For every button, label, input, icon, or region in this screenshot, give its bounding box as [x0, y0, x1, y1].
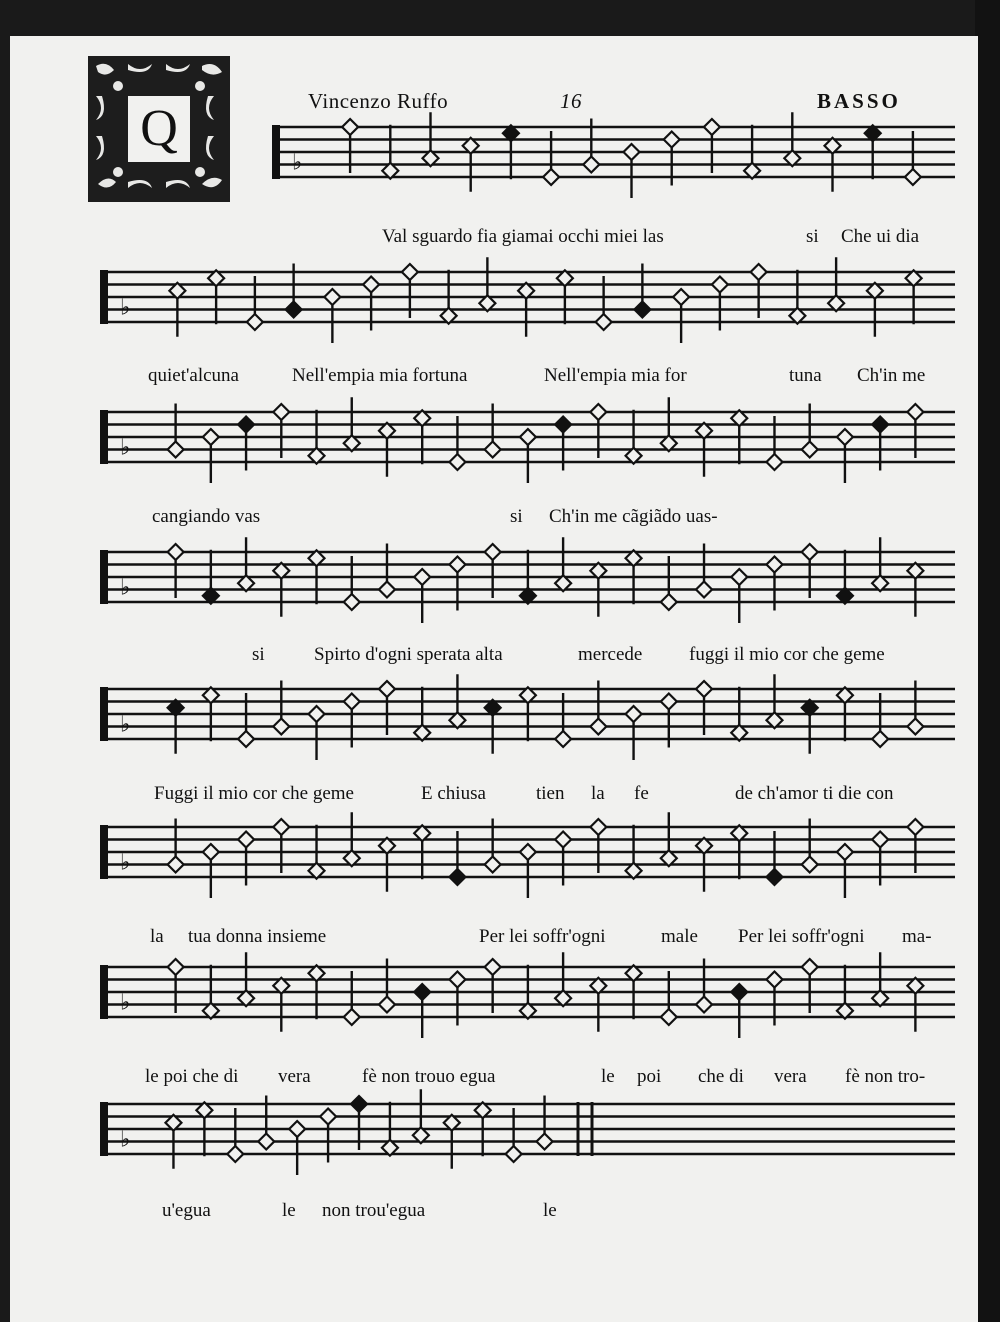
lyric-s2-d: tuna: [789, 365, 822, 386]
note-head: [590, 404, 606, 420]
note-head: [626, 706, 642, 722]
note-head: [520, 429, 536, 445]
lyric-s7-b: vera: [278, 1066, 311, 1087]
lyric-s4-d: fuggi il mio cor che geme: [689, 644, 885, 665]
note-head: [238, 832, 254, 848]
lyric-s4-c: mercede: [578, 644, 643, 665]
note-head: [673, 289, 689, 305]
note-head: [485, 959, 501, 975]
note-head: [766, 557, 782, 573]
note-head: [543, 169, 559, 185]
note-head: [634, 302, 650, 318]
note-head: [590, 819, 606, 835]
note-head: [485, 544, 501, 560]
note-head: [661, 594, 677, 610]
note-head: [907, 819, 923, 835]
note-head: [168, 544, 184, 560]
note-head: [485, 857, 501, 873]
note-head: [555, 417, 571, 433]
note-head: [258, 1134, 274, 1150]
note-head: [238, 417, 254, 433]
note-head: [363, 277, 379, 293]
note-head: [449, 972, 465, 988]
lyric-s3-a: cangiando vas: [152, 506, 261, 527]
note-head: [342, 119, 358, 135]
staff-brace: [100, 1102, 108, 1156]
note-head: [247, 314, 263, 330]
note-head: [402, 264, 418, 280]
lyric-s5-a: Fuggi il mio cor che geme: [154, 783, 354, 804]
flat-sign: ♭: [292, 150, 303, 176]
note-head: [414, 569, 430, 585]
lyric-s2-b: Nell'empia mia fortuna: [292, 365, 468, 386]
note-head: [203, 844, 219, 860]
lyric-s7-c: fè non trouo egua: [362, 1066, 496, 1087]
note-head: [664, 132, 680, 148]
note-head: [449, 454, 465, 470]
note-head: [802, 544, 818, 560]
note-head: [344, 594, 360, 610]
lyric-s8-b: le: [282, 1200, 296, 1221]
note-head: [907, 719, 923, 735]
note-head: [590, 719, 606, 735]
lyric-s4-a: si: [252, 644, 265, 665]
page-number: 16: [560, 89, 582, 113]
staff-brace: [100, 410, 108, 464]
note-head: [661, 694, 677, 710]
staff-brace: [100, 687, 108, 741]
lyric-s6-b: tua donna insieme: [188, 926, 327, 947]
lyric-s2-a: quiet'alcuna: [148, 365, 239, 386]
lyric-s6-e: Per lei soffr'ogni: [738, 926, 865, 947]
note-head: [555, 832, 571, 848]
flat-sign: ♭: [120, 850, 131, 876]
lyric-s1-a: Val sguardo fia giamai occhi miei las: [382, 226, 664, 247]
note-head: [731, 569, 747, 585]
note-head: [837, 429, 853, 445]
note-head: [661, 1009, 677, 1025]
composer-name: Vincenzo Ruffo: [308, 89, 449, 113]
note-head: [449, 869, 465, 885]
note-head: [227, 1146, 243, 1162]
staff-brace: [272, 125, 280, 179]
lyric-s7-f: che di: [698, 1066, 744, 1087]
lyric-s7-h: fè non tro-: [845, 1066, 926, 1087]
lyric-s1-b: si: [806, 226, 819, 247]
note-head: [696, 681, 712, 697]
lyric-s5-b: E chiusa: [421, 783, 486, 804]
lyric-s6-c: Per lei soffr'ogni: [479, 926, 606, 947]
note-head: [344, 694, 360, 710]
lyric-s8-d: le: [543, 1200, 557, 1221]
note-head: [802, 442, 818, 458]
note-head: [414, 984, 430, 1000]
note-head: [379, 582, 395, 598]
flat-sign: ♭: [120, 1127, 131, 1153]
staff-brace: [100, 270, 108, 324]
note-head: [872, 731, 888, 747]
flat-sign: ♭: [120, 295, 131, 321]
lyric-s8-c: non trou'egua: [322, 1200, 426, 1221]
note-head: [583, 157, 599, 173]
lyric-s5-c: tien: [536, 783, 565, 804]
note-head: [351, 1096, 367, 1112]
note-head: [766, 972, 782, 988]
note-head: [731, 984, 747, 1000]
lyric-s6-d: male: [661, 926, 698, 947]
flat-sign: ♭: [120, 990, 131, 1016]
note-head: [766, 454, 782, 470]
note-head: [273, 719, 289, 735]
note-head: [907, 404, 923, 420]
note-head: [273, 819, 289, 835]
note-head: [837, 844, 853, 860]
note-head: [449, 557, 465, 573]
note-head: [309, 706, 325, 722]
lyric-s4-b: Spirto d'ogni sperata alta: [314, 644, 503, 665]
note-head: [905, 169, 921, 185]
lyric-s6-f: ma-: [902, 926, 932, 947]
lyric-s3-b: si: [510, 506, 523, 527]
lyric-s8-a: u'egua: [162, 1200, 211, 1221]
note-head: [168, 959, 184, 975]
note-head: [168, 857, 184, 873]
note-head: [485, 442, 501, 458]
lyric-s5-d: la: [591, 783, 605, 804]
lyric-s2-c: Nell'empia mia for: [544, 365, 687, 386]
note-head: [324, 289, 340, 305]
lyric-s3-c: Ch'in me cãgiãdo uas-: [549, 506, 718, 527]
staff-brace: [100, 965, 108, 1019]
staff-brace: [100, 825, 108, 879]
part-name: BASSO: [817, 89, 901, 113]
note-head: [696, 997, 712, 1013]
note-head: [872, 832, 888, 848]
note-head: [712, 277, 728, 293]
flat-sign: ♭: [120, 435, 131, 461]
note-head: [238, 731, 254, 747]
note-head: [696, 582, 712, 598]
staff-brace: [100, 550, 108, 604]
note-head: [506, 1146, 522, 1162]
note-head: [520, 844, 536, 860]
note-head: [537, 1134, 553, 1150]
lyric-s7-e: poi: [637, 1066, 662, 1087]
note-head: [273, 404, 289, 420]
note-head: [379, 997, 395, 1013]
note-head: [751, 264, 767, 280]
lyric-s1-c: Che ui dia: [841, 226, 920, 247]
lyric-s6-a: la: [150, 926, 164, 947]
lyric-s7-g: vera: [774, 1066, 807, 1087]
note-head: [624, 144, 640, 160]
note-head: [379, 681, 395, 697]
note-head: [344, 1009, 360, 1025]
note-head: [704, 119, 720, 135]
lyric-s5-f: de ch'amor ti die con: [735, 783, 894, 804]
note-head: [766, 869, 782, 885]
note-head: [286, 302, 302, 318]
note-head: [802, 857, 818, 873]
note-head: [596, 314, 612, 330]
lyric-s7-d: le: [601, 1066, 615, 1087]
note-head: [289, 1121, 305, 1137]
note-head: [168, 442, 184, 458]
lyric-s7-a: le poi che di: [145, 1066, 239, 1087]
flat-sign: ♭: [120, 712, 131, 738]
note-head: [555, 731, 571, 747]
initial-letter: Q: [140, 100, 178, 157]
lyric-s2-e: Ch'in me: [857, 365, 926, 386]
note-head: [203, 429, 219, 445]
flat-sign: ♭: [120, 575, 131, 601]
note-head: [802, 959, 818, 975]
note-head: [872, 417, 888, 433]
note-head: [320, 1109, 336, 1125]
lyric-s5-e: fe: [634, 783, 649, 804]
